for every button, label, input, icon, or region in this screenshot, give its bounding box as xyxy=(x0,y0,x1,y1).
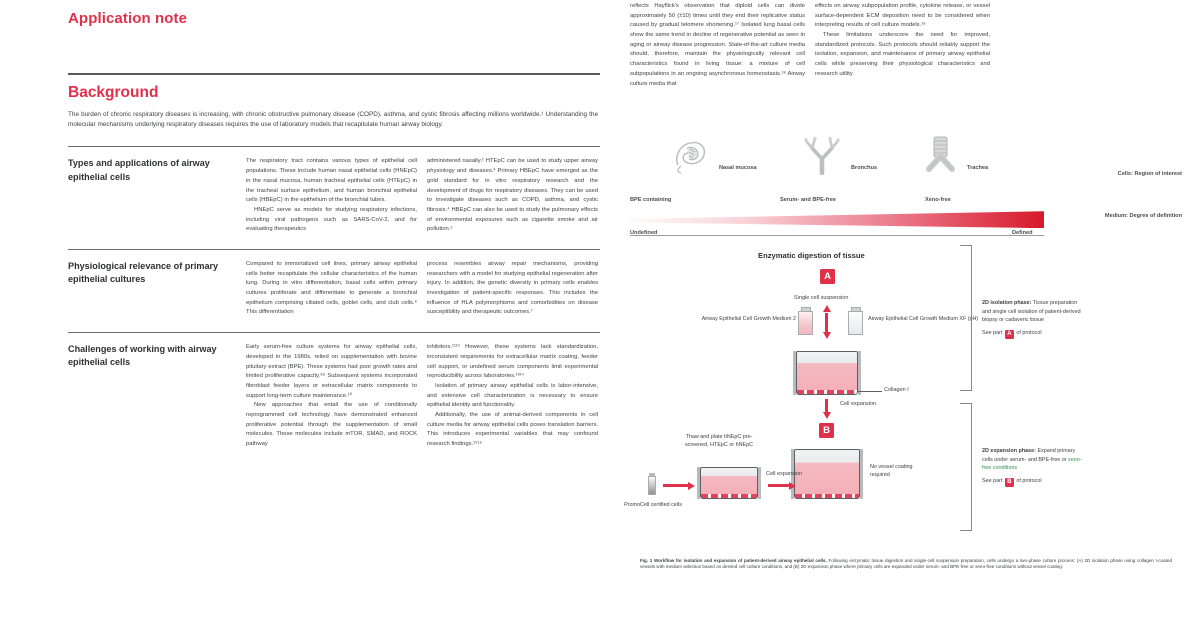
section-divider xyxy=(68,146,600,147)
label-single-cell-suspension: Single cell suspension xyxy=(794,295,849,302)
phase-title: 2D expansion phase: xyxy=(982,448,1036,455)
gradient-label-bpe: BPE containing xyxy=(630,197,672,204)
gradient-label-xeno: Xeno-free xyxy=(925,197,951,204)
section-column-1 xyxy=(246,157,417,235)
bronchus-icon xyxy=(800,135,846,175)
medium-gradient xyxy=(630,197,1186,243)
label-medium-right: Airway Epithelial Cell Growth Medium XF (pH) xyxy=(868,316,979,323)
bottle-body xyxy=(848,311,863,335)
see-part-badge-a: A xyxy=(1005,330,1014,339)
bracket-expansion-phase xyxy=(960,403,972,531)
nasal-mucosa-icon xyxy=(668,135,714,175)
figure-caption-rest: Following enzymatic tissue digestion and single-cell suspension preparation, cells undergo a two-phase culture process: (A) 2D isolation phase using collagen I-coated vessels with medium selection based on desired cell culture conditions, and (B) 2D expansion phase where primary cells are expanded under serum- and BPE-free or xeno-free conditions without vessel coating. xyxy=(640,557,1172,570)
medium-bottle-right xyxy=(848,307,863,335)
section-column-1 xyxy=(246,343,417,450)
vessel-side xyxy=(860,449,863,499)
vessel-side xyxy=(858,351,861,395)
background-paragraph: The burden of chronic respiratory diseases is increasing, with chronic obstructive pulmonary disease (COPD), asthma, and cystic fibrosis affecting millions worldwide.¹ Understanding the molecular mechanisms underlying respiratory diseases requires the use of laboratory models that recapitulate human airway biology. xyxy=(68,110,598,128)
paragraph: process resembles airway repair mechanisms, providing researchers with a model for studying epithelial regeneration after injury. In addition, the genetic diversity in primary cells enables investigation of patient-specific responses. This includes the influence of HLA polymorphisms and comorbidities on disease susceptibility and therapeutic outcomes.⁷ xyxy=(427,261,598,316)
medium-bottle-left xyxy=(798,307,813,335)
phase-note-expansion xyxy=(982,447,1087,486)
vessel-inner xyxy=(700,467,758,499)
arrow-right-icon xyxy=(663,484,689,487)
gradient-axis-caption: Medium: Degree of definition xyxy=(1104,213,1182,220)
vessel-inner xyxy=(794,449,860,499)
bracket-isolation-phase xyxy=(960,245,972,391)
organ-bronchus xyxy=(800,135,877,175)
label-source-cells: PromoCell certified cells xyxy=(624,502,682,509)
see-part-prefix: See part xyxy=(982,330,1003,337)
paragraph: Early serum-free culture systems for airway epithelial cells, developed in the 1980s, relied on supplementation with bovine pituitary extract (BPE). These systems had poor growth rates and limited proliferative capacity.⁸⁹ Subsequent systems incorporated fibroblast feeder layers or extracellular matrix components to support long-term culture maintenance.¹⁰ xyxy=(246,344,417,399)
gradient-label-serum: Serum- and BPE-free xyxy=(780,197,836,204)
right-page xyxy=(620,0,1200,630)
see-part-suffix: of protocol xyxy=(1016,478,1042,485)
bottle-body xyxy=(798,311,813,335)
organ-label: Bronchus xyxy=(851,165,878,172)
paragraph: Additionally, the use of animal-derived components in cell culture media for airway epithelial cells poses translation barriers. This introduces experimental variables that may confound research findings.¹⁵¹⁶ xyxy=(427,412,598,448)
gradient-bar xyxy=(630,211,1044,228)
paragraph: effects on airway subpopulation profile, cytokine release, or vessel surface-dependent ECM deposition need to be considered when interpreting results of cell culture models.¹⁹ xyxy=(815,3,990,29)
arrow-down-icon xyxy=(825,399,828,413)
arrow-down-icon xyxy=(825,313,828,333)
paragraph: administered nasally.² HTEpC can be used to study upper airway physiology and diseases.³ Primary HBEpC have emerged as the gold standard for in vitro respiratory research and the development of drugs for respiratory diseases. They can be used to investigate diseases such as COPD, asthma, and cystic fibrosis.⁴ HBEpC can also be used to study the pulmonary effects of environmental exposures such as cigarette smoke and air pollution.⁵ xyxy=(427,158,598,233)
section-heading: Types and applications of airway epithelial cells xyxy=(68,158,210,182)
organ-axis-caption: Cells: Region of interest xyxy=(1117,171,1182,178)
right-page-text-columns xyxy=(630,0,1186,89)
paragraph: These limitations underscore the need for improved, standardized protocols. Such protocols should reliably support the isolation, expansion, and maintenance of primary airway epithelial cells while preserving their physiological characteristics and research utility. xyxy=(815,32,990,77)
section-types xyxy=(68,146,600,235)
step-badge-b: B xyxy=(819,423,834,438)
right-column-1 xyxy=(630,2,805,89)
axis-label-undefined: Undefined xyxy=(630,230,658,237)
background-heading: Background xyxy=(68,83,159,101)
label-no-coating: No vessel coating required xyxy=(870,464,913,479)
see-part-badge-b: B xyxy=(1005,478,1014,487)
section-divider xyxy=(68,249,600,250)
right-column-2 xyxy=(815,2,990,89)
paragraph: Isolation of primary airway epithelial cells is labor-intensive, and extensive cell characterization is necessary to ensure epithelial identity and functionality. xyxy=(427,383,598,409)
definition-axis-line xyxy=(630,235,1044,236)
section-challenges xyxy=(68,332,600,450)
phase-body: Tissue preparation and single cell isolation of patient-derived biopsy or cadaveric tissue xyxy=(982,300,1081,323)
vessel-side xyxy=(758,467,761,499)
see-part-prefix: See part xyxy=(982,478,1003,485)
label-cell-expansion-1: Cell expansion xyxy=(840,401,877,408)
source-vial xyxy=(648,473,656,495)
section-heading: Challenges of working with airway epithelial cells xyxy=(68,344,217,368)
label-thaw-and-plate: Thaw and plate hNEpC pre-screened, HTEpC or hNEpC xyxy=(684,434,753,449)
workflow-flow xyxy=(624,251,1186,551)
section-column-2 xyxy=(427,157,598,235)
see-part-suffix: of protocol xyxy=(1016,330,1042,337)
gradient-labels xyxy=(630,197,1186,209)
section-column-2 xyxy=(427,343,598,450)
step-badge-a: A xyxy=(820,269,835,284)
paragraph: inhibitors.¹¹¹² However, these systems lack standardization, inconsistent requirements for extracellular matrix coating, feeder cell support, or undefined serum components limit experimental reproducibility across laboratories.¹³¹⁴ xyxy=(427,344,598,380)
arrow-right-icon xyxy=(768,484,790,487)
label-medium-left: Airway Epithelial Cell Growth Medium 2 xyxy=(701,316,796,323)
flow-title-enzymatic-digestion: Enzymatic digestion of tissue xyxy=(758,251,865,261)
organ-trachea xyxy=(920,135,988,175)
section-divider xyxy=(68,332,600,333)
phase-body-xeno: xeno-free conditions xyxy=(982,456,1082,471)
organ-nasal-mucosa xyxy=(668,135,757,175)
axis-label-defined: Defined xyxy=(1012,230,1033,237)
vial-body xyxy=(648,476,656,495)
section-heading: Physiological relevance of primary epithelial cultures xyxy=(68,261,219,285)
label-collagen: Collagen I xyxy=(884,387,909,394)
paragraph: HNEpC serve as models for studying respiratory infections, including viral pathogens such as SARS-CoV-2, and for evaluating therapeutics xyxy=(246,206,417,233)
arrow-up-icon xyxy=(823,305,831,312)
section-column-2 xyxy=(427,260,598,318)
culture-vessel-thaw xyxy=(700,467,758,499)
figure-caption xyxy=(640,558,1172,572)
vessel-inner xyxy=(796,351,858,395)
paragraph: New approaches that entail the use of conditionally reprogrammed cell technology have demonstrated enhanced proliferative potential through the supplementation of small molecules. These molecules include mTOR, SMAD, and ROCK pathway xyxy=(246,402,417,448)
organ-label: Nasal mucosa xyxy=(719,165,757,172)
paragraph: The respiratory tract contains various types of epithelial cell populations. These include human nasal epithelial cells (HNEpC) in the nasal mucosa, human tracheal epithelial cells (HTEpC) in the tracheal surface epithelium, and human bronchial epithelial cells (HBEpC) in the epithelium of the bronchial tubes. xyxy=(246,158,417,204)
section-physiological-relevance xyxy=(68,249,600,318)
trachea-icon xyxy=(920,135,962,175)
label-cell-expansion-2: Cell expansion xyxy=(766,471,803,478)
culture-vessel-collagen xyxy=(796,351,858,395)
culture-vessel-expansion xyxy=(794,449,860,499)
document-kicker: Application note xyxy=(68,10,188,27)
workflow-figure xyxy=(624,135,1186,575)
paragraph: reflects Hayflick's observation that diploid cells can divide approximately 50 (±10) times until they end their replicative status caused by gradual telomere shortening.¹⁷ Isolated lung basal cells show the same trend in decline of regenerative potential as seen in aging or airway disease progression. State-of-the-art culture media should, therefore, maintain the physiologically relevant cell characteristics found in living tissue: a mixture of cell subpopulations in an ongoing asynchronous homeostasis.¹⁸ Airway culture media that xyxy=(630,3,805,87)
collagen-leader-line xyxy=(858,391,882,392)
organ-label: Trachea xyxy=(967,165,989,172)
figure-caption-bold: Fig. 1 Workflow for isolation and expansion of patient-derived airway epithelial cells. xyxy=(640,557,827,563)
paragraph: Compared to immortalized cell lines, primary airway epithelial cells better recapitulate the cellular characteristics of the human lung. During in vitro differentiation, basal cells within primary cultures proliferate and differentiate to generate a bronchial epithelium comprising ciliated cells, goblet cells, and club cells.⁶ This differentiation xyxy=(246,261,417,316)
phase-note-isolation xyxy=(982,299,1087,338)
divider-top xyxy=(68,73,600,75)
phase-title: 2D isolation phase: xyxy=(982,300,1032,307)
section-column-1 xyxy=(246,260,417,318)
organ-row xyxy=(630,135,1186,193)
phase-body: Expand primary cells under serum- and BPE-free or xyxy=(982,448,1076,463)
